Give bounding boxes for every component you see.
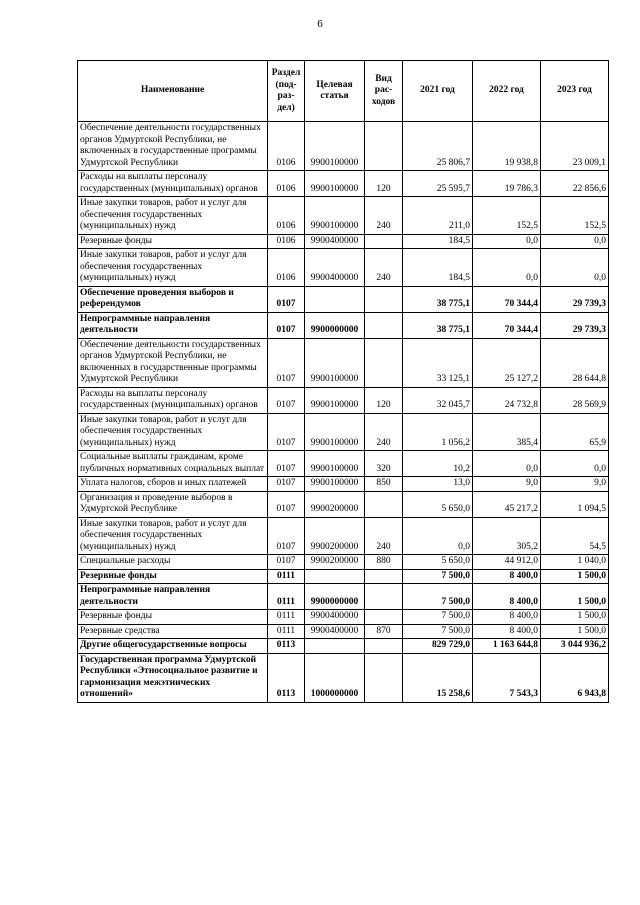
cell-section: 0107 [268, 338, 305, 387]
cell-2021: 7 500,0 [403, 624, 473, 639]
cell-2022: 44 912,0 [473, 555, 541, 570]
table-row [78, 451, 609, 477]
cell-2023: 22 856,6 [541, 171, 609, 197]
cell-2023: 0,0 [541, 234, 609, 249]
cell-expense-type: 120 [365, 171, 403, 197]
cell-section: 0111 [268, 610, 305, 625]
cell-2022: 8 400,0 [473, 584, 541, 610]
cell-name: Резервные средства [78, 624, 268, 639]
cell-section: 0113 [268, 653, 305, 702]
cell-2021: 1 056,2 [403, 413, 473, 451]
table-row [78, 234, 609, 249]
cell-2022: 70 344,4 [473, 312, 541, 338]
cell-name: Уплата налогов, сборов и иных платежей [78, 477, 268, 492]
table-row [78, 413, 609, 451]
cell-target [305, 569, 365, 584]
cell-name: Резервные фонды [78, 610, 268, 625]
table-row [78, 610, 609, 625]
header-2021: 2021 год [403, 61, 473, 122]
cell-section: 0106 [268, 197, 305, 235]
cell-section: 0107 [268, 477, 305, 492]
table-row [78, 122, 609, 171]
cell-target [305, 286, 365, 312]
cell-2022: 8 400,0 [473, 610, 541, 625]
cell-target: 9900100000 [305, 413, 365, 451]
cell-target: 1000000000 [305, 653, 365, 702]
cell-section: 0107 [268, 555, 305, 570]
cell-2022: 19 938,8 [473, 122, 541, 171]
cell-2021: 184,5 [403, 234, 473, 249]
cell-2023: 65,9 [541, 413, 609, 451]
cell-2021: 184,5 [403, 249, 473, 287]
budget-table [77, 60, 609, 703]
cell-2021: 829 729,0 [403, 639, 473, 654]
cell-2023: 0,0 [541, 249, 609, 287]
cell-expense-type [365, 312, 403, 338]
cell-target: 9900200000 [305, 517, 365, 555]
header-2022: 2022 год [473, 61, 541, 122]
cell-2023: 1 500,0 [541, 624, 609, 639]
cell-2022: 0,0 [473, 234, 541, 249]
table-row [78, 477, 609, 492]
cell-target: 9900200000 [305, 491, 365, 517]
cell-2021: 211,0 [403, 197, 473, 235]
cell-expense-type: 240 [365, 413, 403, 451]
cell-2023: 6 943,8 [541, 653, 609, 702]
cell-expense-type [365, 122, 403, 171]
cell-2023: 29 739,3 [541, 312, 609, 338]
cell-2022: 19 786,3 [473, 171, 541, 197]
cell-target: 9900100000 [305, 477, 365, 492]
cell-section: 0111 [268, 569, 305, 584]
cell-2021: 33 125,1 [403, 338, 473, 387]
header-2023: 2023 год [541, 61, 609, 122]
cell-section: 0107 [268, 517, 305, 555]
cell-name: Обеспечение деятельности государственных органов Удмуртской Республики, не включенных в государственные программы Удмуртской Республики [78, 122, 268, 171]
cell-section: 0107 [268, 387, 305, 413]
cell-2022: 0,0 [473, 451, 541, 477]
cell-2023: 152,5 [541, 197, 609, 235]
table-row [78, 569, 609, 584]
cell-name: Непрограммные направления деятельности [78, 312, 268, 338]
cell-2023: 1 500,0 [541, 610, 609, 625]
cell-name: Другие общегосударственные вопросы [78, 639, 268, 654]
cell-section: 0106 [268, 171, 305, 197]
cell-target: 9900100000 [305, 338, 365, 387]
cell-name: Резервные фонды [78, 234, 268, 249]
table-row [78, 312, 609, 338]
cell-2022: 152,5 [473, 197, 541, 235]
cell-target: 9900400000 [305, 610, 365, 625]
cell-target: 9900400000 [305, 234, 365, 249]
cell-2023: 28 644,8 [541, 338, 609, 387]
cell-target: 9900400000 [305, 249, 365, 287]
cell-expense-type [365, 338, 403, 387]
table-row [78, 197, 609, 235]
cell-2021: 0,0 [403, 517, 473, 555]
cell-section: 0107 [268, 286, 305, 312]
cell-2021: 5 650,0 [403, 491, 473, 517]
header-section: Раздел (под-раз-дел) [268, 61, 305, 122]
cell-expense-type [365, 610, 403, 625]
cell-name: Расходы на выплаты персоналу государственных (муниципальных) органов [78, 171, 268, 197]
cell-target: 9900100000 [305, 387, 365, 413]
cell-2023: 3 044 936,2 [541, 639, 609, 654]
cell-2023: 1 040,0 [541, 555, 609, 570]
cell-expense-type [365, 584, 403, 610]
cell-expense-type: 870 [365, 624, 403, 639]
cell-name: Непрограммные направления деятельности [78, 584, 268, 610]
cell-2022: 7 543,3 [473, 653, 541, 702]
cell-name: Государственная программа Удмуртской Республики «Этносоциальное развитие и гармонизация межэтнических отношений» [78, 653, 268, 702]
cell-2022: 70 344,4 [473, 286, 541, 312]
table-row [78, 387, 609, 413]
cell-target: 9900100000 [305, 197, 365, 235]
cell-name: Иные закупки товаров, работ и услуг для обеспечения государственных (муниципальных) нужд [78, 517, 268, 555]
cell-name: Специальные расходы [78, 555, 268, 570]
cell-2021: 13,0 [403, 477, 473, 492]
cell-2023: 23 009,1 [541, 122, 609, 171]
table-row [78, 338, 609, 387]
cell-target: 9900200000 [305, 555, 365, 570]
cell-2022: 8 400,0 [473, 569, 541, 584]
cell-expense-type [365, 234, 403, 249]
cell-2021: 5 650,0 [403, 555, 473, 570]
cell-target: 9900000000 [305, 312, 365, 338]
cell-2021: 15 258,6 [403, 653, 473, 702]
cell-section: 0106 [268, 122, 305, 171]
cell-section: 0111 [268, 624, 305, 639]
table-row [78, 517, 609, 555]
cell-section: 0107 [268, 413, 305, 451]
cell-expense-type: 320 [365, 451, 403, 477]
header-expense-type: Вид рас-ходов [365, 61, 403, 122]
cell-target: 9900100000 [305, 171, 365, 197]
cell-section: 0107 [268, 491, 305, 517]
cell-2022: 25 127,2 [473, 338, 541, 387]
cell-expense-type: 240 [365, 517, 403, 555]
cell-section: 0107 [268, 312, 305, 338]
cell-section: 0113 [268, 639, 305, 654]
cell-2021: 7 500,0 [403, 569, 473, 584]
cell-section: 0107 [268, 451, 305, 477]
cell-2021: 25 595,7 [403, 171, 473, 197]
cell-expense-type [365, 491, 403, 517]
cell-2022: 385,4 [473, 413, 541, 451]
cell-expense-type: 240 [365, 197, 403, 235]
header-name: Наименование [78, 61, 268, 122]
cell-name: Социальные выплаты гражданам, кроме публичных нормативных социальных выплат [78, 451, 268, 477]
cell-2023: 1 500,0 [541, 584, 609, 610]
cell-2023: 9,0 [541, 477, 609, 492]
cell-expense-type [365, 286, 403, 312]
cell-2023: 29 739,3 [541, 286, 609, 312]
table-row [78, 286, 609, 312]
cell-expense-type: 880 [365, 555, 403, 570]
cell-expense-type: 120 [365, 387, 403, 413]
cell-2023: 54,5 [541, 517, 609, 555]
cell-expense-type [365, 639, 403, 654]
cell-2022: 305,2 [473, 517, 541, 555]
cell-2022: 0,0 [473, 249, 541, 287]
cell-2022: 1 163 644,8 [473, 639, 541, 654]
header-target: Целевая статья [305, 61, 365, 122]
cell-2021: 38 775,1 [403, 312, 473, 338]
table-body [78, 122, 609, 703]
cell-2022: 24 732,8 [473, 387, 541, 413]
cell-2022: 9,0 [473, 477, 541, 492]
cell-2023: 1 500,0 [541, 569, 609, 584]
cell-expense-type [365, 569, 403, 584]
cell-2023: 1 094,5 [541, 491, 609, 517]
cell-2021: 7 500,0 [403, 610, 473, 625]
table-row [78, 491, 609, 517]
table-row [78, 171, 609, 197]
page-number: 6 [317, 18, 323, 30]
cell-name: Иные закупки товаров, работ и услуг для обеспечения государственных (муниципальных) нужд [78, 197, 268, 235]
cell-target: 9900100000 [305, 451, 365, 477]
cell-2021: 7 500,0 [403, 584, 473, 610]
cell-name: Расходы на выплаты персоналу государственных (муниципальных) органов [78, 387, 268, 413]
cell-section: 0111 [268, 584, 305, 610]
table-row [78, 249, 609, 287]
cell-2021: 38 775,1 [403, 286, 473, 312]
cell-target: 9900100000 [305, 122, 365, 171]
cell-2023: 0,0 [541, 451, 609, 477]
cell-2021: 32 045,7 [403, 387, 473, 413]
cell-target: 9900000000 [305, 584, 365, 610]
cell-name: Резервные фонды [78, 569, 268, 584]
cell-target: 9900400000 [305, 624, 365, 639]
table-row [78, 584, 609, 610]
cell-2021: 10,2 [403, 451, 473, 477]
cell-name: Иные закупки товаров, работ и услуг для обеспечения государственных (муниципальных) нужд [78, 413, 268, 451]
table-row [78, 653, 609, 702]
cell-2022: 45 217,2 [473, 491, 541, 517]
table-row [78, 555, 609, 570]
cell-section: 0106 [268, 249, 305, 287]
cell-expense-type [365, 653, 403, 702]
cell-target [305, 639, 365, 654]
cell-name: Обеспечение проведения выборов и референдумов [78, 286, 268, 312]
cell-2022: 8 400,0 [473, 624, 541, 639]
cell-section: 0106 [268, 234, 305, 249]
table-row [78, 624, 609, 639]
cell-name: Обеспечение деятельности государственных органов Удмуртской Республики, не включенных в государственные программы Удмуртской Республики [78, 338, 268, 387]
table-header-row [78, 61, 609, 122]
table-row [78, 639, 609, 654]
cell-expense-type: 850 [365, 477, 403, 492]
cell-name: Организация и проведение выборов в Удмуртской Республике [78, 491, 268, 517]
cell-name: Иные закупки товаров, работ и услуг для обеспечения государственных (муниципальных) нужд [78, 249, 268, 287]
cell-2021: 25 806,7 [403, 122, 473, 171]
cell-expense-type: 240 [365, 249, 403, 287]
cell-2023: 28 569,9 [541, 387, 609, 413]
